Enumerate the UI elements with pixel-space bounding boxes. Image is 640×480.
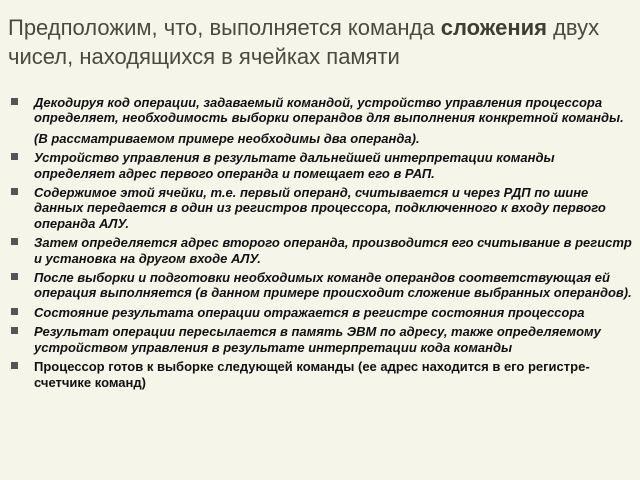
- bullet-list: [8, 95, 634, 394]
- bullet-item: [8, 270, 634, 301]
- square-bullet-icon: [11, 362, 18, 369]
- bullet-text: Состояние результата операции отражается в регистре состояния процессора: [34, 304, 585, 320]
- title-text-end: двух чисел, находящихся в ячейках памяти: [8, 15, 600, 69]
- bullet-item: [8, 359, 634, 390]
- bullet-note: (В рассматриваемом примере необходимы два операнда).: [34, 130, 420, 146]
- title-text-start: Предположим, что, выполняется команда: [8, 15, 441, 40]
- bullet-text: Декодируя код операции, задаваемый командой, устройство управления процессора определяет, необходимость выборки операндов для выполнения конкретной команды.: [34, 95, 624, 126]
- square-bullet-icon: [11, 327, 18, 334]
- square-bullet-icon: [11, 153, 18, 160]
- bullet-text: Процессор готов к выборке следующей команды (ее адрес находится в его регистре-счетчике команд): [34, 359, 590, 390]
- bullet-text: После выборки и подготовки необходимых команде операндов соответствующая ей операция выполняется (в данном примере происходит сложение выбранных операндов).: [34, 270, 632, 301]
- bullet-text: Затем определяется адрес второго операнда, производится его считывание в регистр и установка на другом входе АЛУ.: [34, 235, 632, 266]
- bullet-item: [8, 95, 634, 146]
- bullet-item: [8, 305, 634, 320]
- square-bullet-icon: [11, 308, 18, 315]
- square-bullet-icon: [11, 98, 18, 105]
- bullet-item: [8, 150, 634, 181]
- bullet-item: [8, 324, 634, 355]
- title-emphasis: сложения: [440, 15, 547, 40]
- square-bullet-icon: [11, 238, 18, 245]
- bullet-text: Устройство управления в результате дальнейшей интерпретации команды определяет адрес первого операнда и помещает его в РАП.: [34, 150, 555, 181]
- bullet-text: Результат операции пересылается в память ЭВМ по адресу, также определяемому устройством управления в результате интерпретации кода команды: [34, 324, 601, 355]
- bullet-text: Содержимое этой ячейки, т.е. первый операнд, считывается и через РДП по шине данных передается в один из регистров процессора, подключенного к входу первого операнда АЛУ.: [34, 185, 606, 231]
- slide-title: [8, 13, 633, 71]
- square-bullet-icon: [11, 273, 18, 280]
- bullet-item: [8, 185, 634, 231]
- square-bullet-icon: [11, 188, 18, 195]
- bullet-item: [8, 235, 634, 266]
